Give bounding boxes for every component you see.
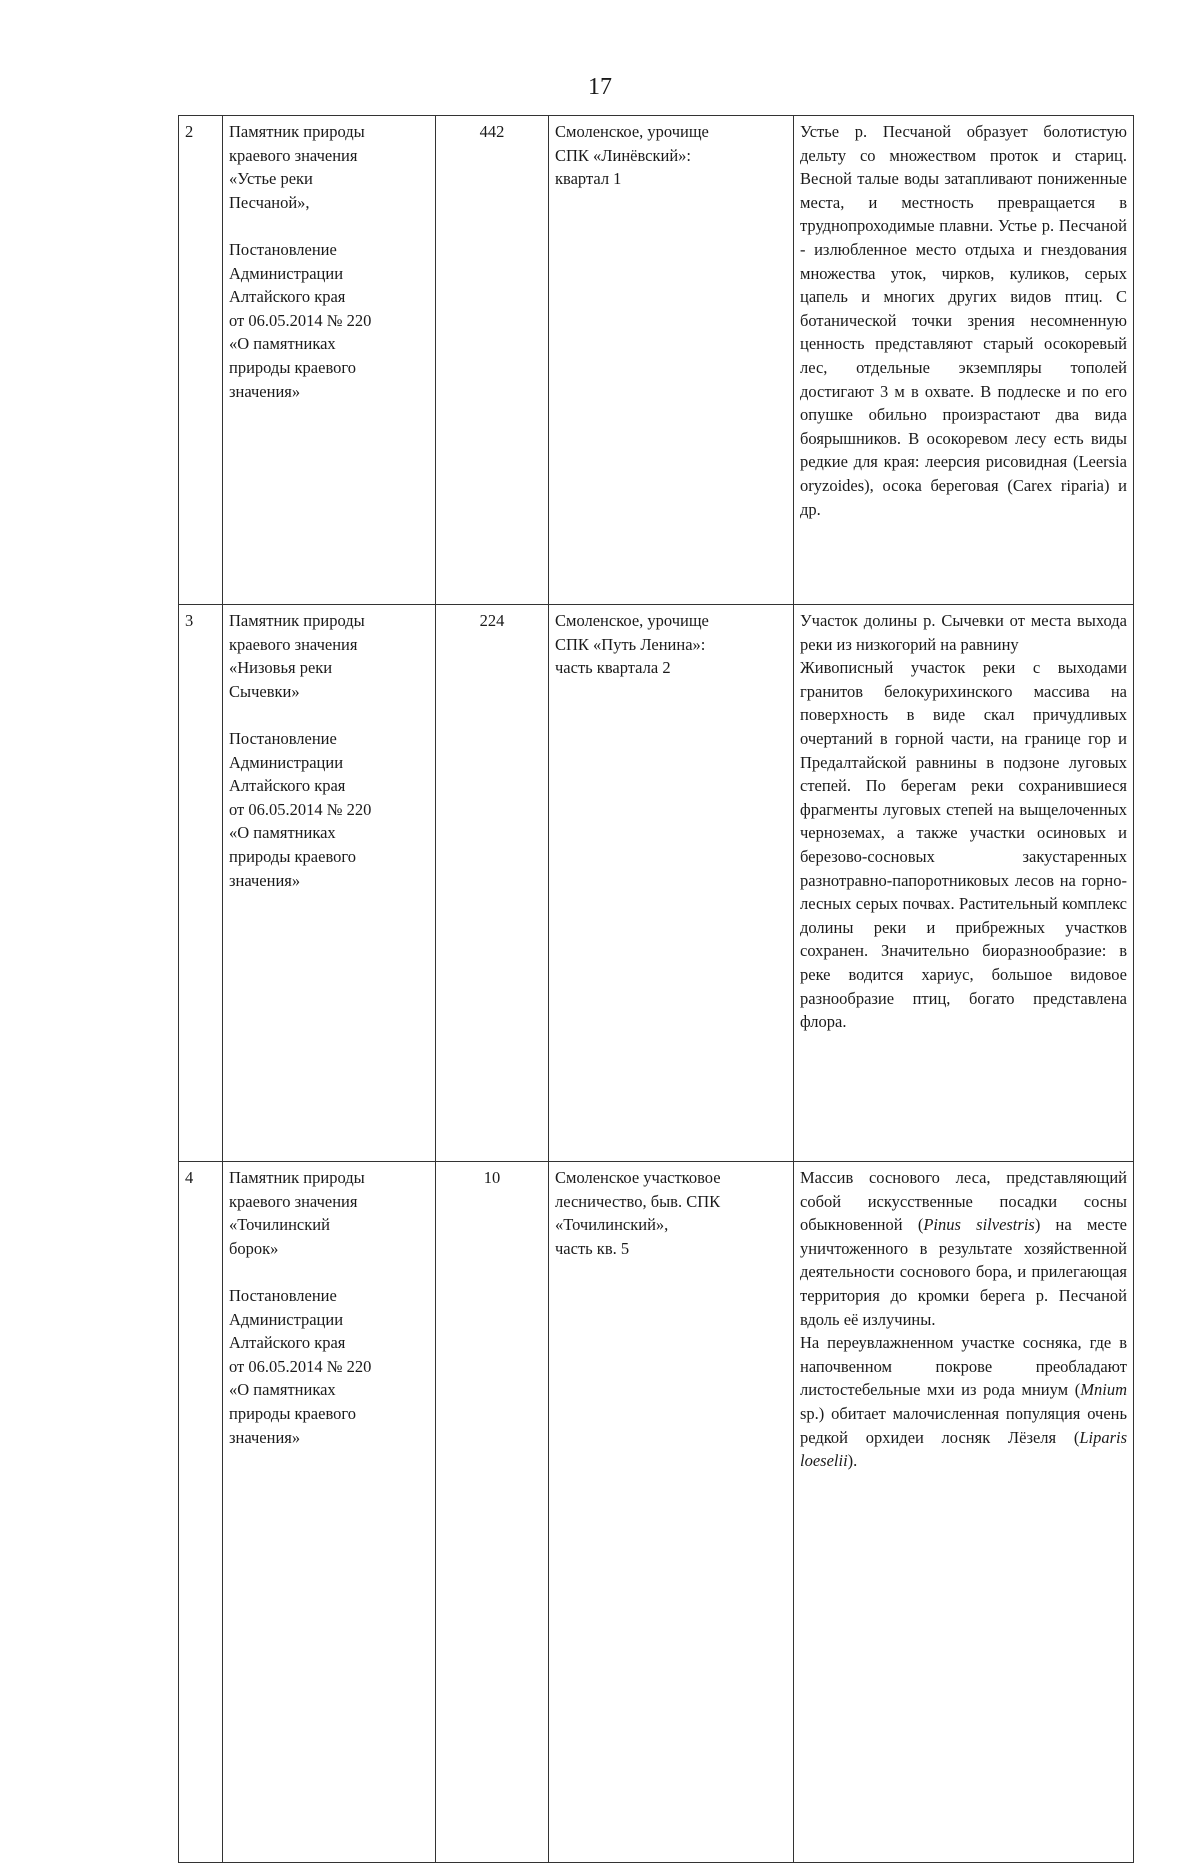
decree-line: Алтайского края	[229, 1333, 346, 1353]
description-paragraph: Живописный участок реки с выходами гранитов белокурихинского массива на поверхность в виде скал причудливых очертаний в горной части, на границе гор и Предалтайской равнины в подзоне луговых степей. По берегам реки сохранившиеся фрагменты луговых степей на выщелоченных черноземах, а также участки осиновых и березово-сосновых закустаренных разнотравно-папоротниковых лесов на горно-лесных серых почвах. Растительный комплекс долины реки и прибрежных участков сохранен. Значительно биоразнообразие: в реке водится хариус, большое видовое разнообразие птиц, богато представлена флора.	[800, 658, 1127, 1032]
monument-name-line: Памятник природы	[229, 611, 365, 630]
decree-line: «О памятниках	[229, 1380, 336, 1400]
decree-line: Постановление	[229, 1285, 337, 1305]
monument-name-line: краевого значения	[229, 634, 358, 654]
monument-name-line: «Точилинский	[229, 1215, 330, 1235]
decree-line: от 06.05.2014 № 220	[229, 1356, 372, 1376]
row-number: 2	[179, 116, 223, 605]
description-cell	[794, 1162, 1134, 1863]
nature-monuments-table	[178, 115, 1134, 1863]
description-text: sp.) обитает малочисленная популяция очень редкой орхидеи лосняк Лёзеля (	[800, 1403, 1127, 1447]
location-line: СПК «Путь Ленина»:	[555, 634, 706, 654]
area-cell: 442	[436, 116, 549, 605]
decree-line: значения»	[229, 1427, 301, 1447]
decree-line: природы краевого	[229, 357, 356, 377]
location-cell	[549, 1162, 794, 1863]
description-text: Массив соснового леса, представляющий собой искусственные посадки сосны обыкновенной (	[800, 1168, 1127, 1235]
decree-line: Постановление	[229, 239, 337, 259]
location-line: Смоленское участковое	[555, 1168, 721, 1187]
location-line: лесничество, быв. СПК	[555, 1191, 721, 1211]
description-paragraph	[800, 1166, 1127, 1331]
decree-line: значения»	[229, 381, 301, 401]
monument-name-line: Памятник природы	[229, 1168, 365, 1187]
description-text: ) на месте уничтоженного в результате хозяйственной деятельности соснового бора, и прилегающая территория до кромки берега р. Песчаной вдоль её излучины.	[800, 1215, 1127, 1329]
decree-line: от 06.05.2014 № 220	[229, 310, 372, 330]
monument-name-line: краевого значения	[229, 1191, 358, 1211]
table-row	[179, 1162, 1134, 1863]
location-line: часть кв. 5	[555, 1238, 630, 1258]
decree-line: Администрации	[229, 1309, 344, 1329]
location-cell	[549, 605, 794, 1162]
decree-line: Администрации	[229, 752, 344, 772]
location-line: «Точилинский»,	[555, 1215, 669, 1235]
decree-line: от 06.05.2014 № 220	[229, 799, 372, 819]
location-line: СПК «Линёвский»:	[555, 145, 692, 165]
decree-line: значения»	[229, 870, 301, 890]
decree-line: «О памятниках	[229, 823, 336, 843]
monument-name-cell	[223, 116, 436, 605]
monument-name-line: борок»	[229, 1238, 279, 1258]
area-cell: 224	[436, 605, 549, 1162]
decree-line: природы краевого	[229, 1403, 356, 1423]
decree-line: Алтайского края	[229, 287, 346, 307]
location-line: Смоленское, урочище	[555, 122, 709, 141]
table-row	[179, 605, 1134, 1162]
table-row	[179, 116, 1134, 605]
description-text: Устье р. Песчаной образует болотистую дельту со множеством проток и стариц. Весной талые воды затапливают пониженные места, и местность превращается в труднопроходимые плавни. Устье р. Песчаной - излюбленное место отдыха и гнездования множества уток, чирков, куликов, серых цапель и многих других видов птиц. С ботанической точки зрения несомненную ценность представляют старый осокоревый лес, отдельные экземпляры тополей достигают 3 м в охвате. В подлеске и по его опушке обильно произрастают два вида боярышников. В осокоревом лесу есть виды редкие для края: леерсия рисовидная (Leersia oryzoides), осока береговая (Carex riparia) и др.	[800, 122, 1127, 519]
location-cell	[549, 116, 794, 605]
location-line: квартал 1	[555, 169, 622, 189]
decree-line: «О памятниках	[229, 334, 336, 354]
monument-name-line: Сычевки»	[229, 681, 300, 701]
location-line: Смоленское, урочище	[555, 611, 709, 630]
decree-line: Алтайского края	[229, 776, 346, 796]
latin-name: Pinus silvestris	[923, 1215, 1035, 1235]
monument-name-cell	[223, 605, 436, 1162]
monument-name-line: «Низовья реки	[229, 658, 333, 678]
row-number: 4	[179, 1162, 223, 1863]
decree-line: Администрации	[229, 263, 344, 283]
area-cell: 10	[436, 1162, 549, 1863]
description-paragraph: Участок долины р. Сычевки от места выхода реки из низкогорий на равнину	[800, 611, 1127, 654]
latin-name: Mnium	[1080, 1380, 1127, 1400]
description-text: ).	[847, 1451, 858, 1471]
page-number: 17	[588, 74, 612, 100]
monument-name-cell	[223, 1162, 436, 1863]
latin-name: Liparis loeselii	[800, 1427, 1127, 1471]
decree-line: Постановление	[229, 728, 337, 748]
monument-name-line: краевого значения	[229, 145, 358, 165]
description-cell	[794, 605, 1134, 1162]
monument-name-line: Песчаной»,	[229, 192, 310, 212]
monument-name-line: «Устье реки	[229, 169, 313, 189]
monument-name-line: Памятник природы	[229, 122, 365, 141]
description-cell	[794, 116, 1134, 605]
decree-line: природы краевого	[229, 846, 356, 866]
location-line: часть квартала 2	[555, 658, 671, 678]
row-number: 3	[179, 605, 223, 1162]
description-paragraph	[800, 1331, 1127, 1473]
description-text: На переувлажненном участке сосняка, где в напочвенном покрове преобладают листостебельные мхи из рода мниум (	[800, 1333, 1127, 1400]
